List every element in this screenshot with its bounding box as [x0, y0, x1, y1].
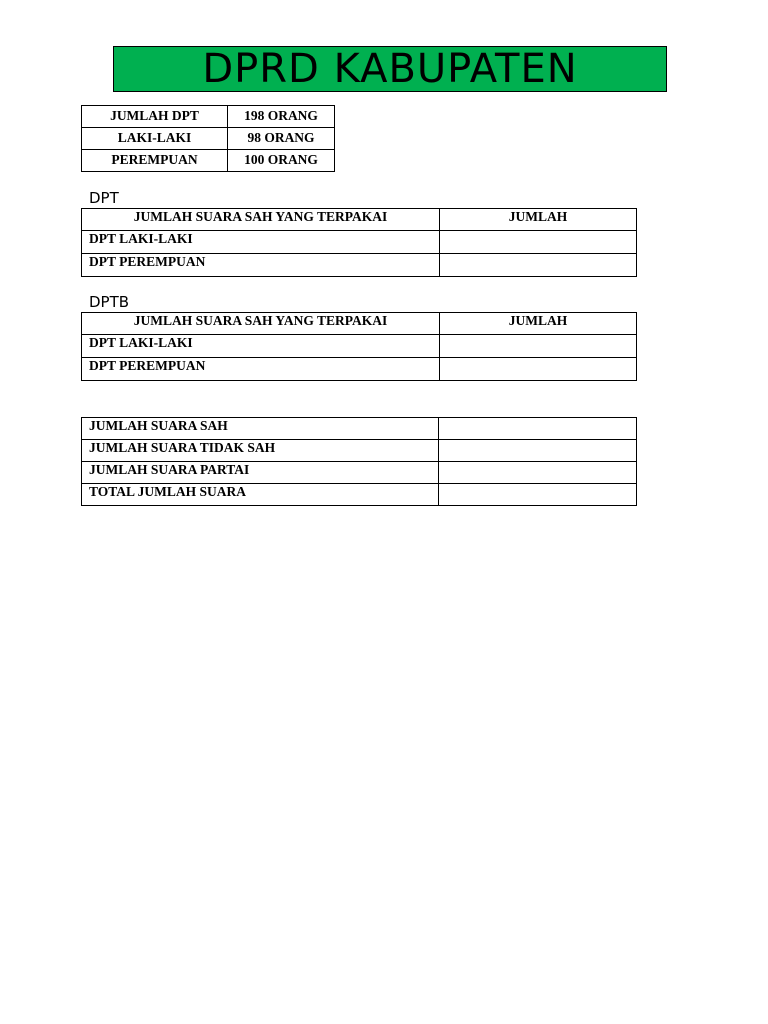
- table-row: [82, 231, 637, 254]
- table-row: [82, 335, 637, 358]
- voter-summary-table: [81, 105, 335, 172]
- table-header-row: [82, 313, 637, 335]
- value-cell[interactable]: [439, 418, 637, 440]
- summary-value-cell: 198 ORANG: [228, 106, 335, 128]
- summary-label-cell: LAKI-LAKI: [82, 128, 228, 150]
- title-banner: [113, 46, 667, 92]
- summary-value-cell: 100 ORANG: [228, 150, 335, 172]
- dptb-vote-table: [81, 312, 637, 381]
- value-cell[interactable]: [440, 231, 637, 254]
- table-row: [82, 254, 637, 277]
- column-header: JUMLAH SUARA SAH YANG TERPAKAI: [82, 313, 440, 335]
- table-row: [82, 358, 637, 381]
- value-cell[interactable]: [440, 335, 637, 358]
- table-row: [82, 418, 637, 440]
- column-header: JUMLAH: [440, 313, 637, 335]
- row-label-cell: DPT LAKI-LAKI: [82, 335, 440, 358]
- vote-totals-table: [81, 417, 637, 506]
- row-label-cell: DPT LAKI-LAKI: [82, 231, 440, 254]
- dptb-section-label: DPTB: [89, 293, 130, 311]
- table-row: [82, 128, 335, 150]
- table-row: [82, 106, 335, 128]
- value-cell[interactable]: [440, 358, 637, 381]
- table-row: [82, 440, 637, 462]
- value-cell[interactable]: [439, 440, 637, 462]
- row-label-cell: DPT PEREMPUAN: [82, 358, 440, 381]
- summary-label-cell: JUMLAH DPT: [82, 106, 228, 128]
- page-title: DPRD KABUPATEN: [202, 46, 578, 92]
- dpt-section-label: DPT: [89, 189, 119, 207]
- row-label-cell: JUMLAH SUARA TIDAK SAH: [82, 440, 439, 462]
- table-row: [82, 484, 637, 506]
- table-row: [82, 150, 335, 172]
- table-header-row: [82, 209, 637, 231]
- table-row: [82, 462, 637, 484]
- value-cell[interactable]: [440, 254, 637, 277]
- column-header: JUMLAH: [440, 209, 637, 231]
- row-label-cell: JUMLAH SUARA PARTAI: [82, 462, 439, 484]
- value-cell[interactable]: [439, 462, 637, 484]
- summary-label-cell: PEREMPUAN: [82, 150, 228, 172]
- row-label-cell: TOTAL JUMLAH SUARA: [82, 484, 439, 506]
- column-header: JUMLAH SUARA SAH YANG TERPAKAI: [82, 209, 440, 231]
- summary-value-cell: 98 ORANG: [228, 128, 335, 150]
- value-cell[interactable]: [439, 484, 637, 506]
- row-label-cell: JUMLAH SUARA SAH: [82, 418, 439, 440]
- row-label-cell: DPT PEREMPUAN: [82, 254, 440, 277]
- dpt-vote-table: [81, 208, 637, 277]
